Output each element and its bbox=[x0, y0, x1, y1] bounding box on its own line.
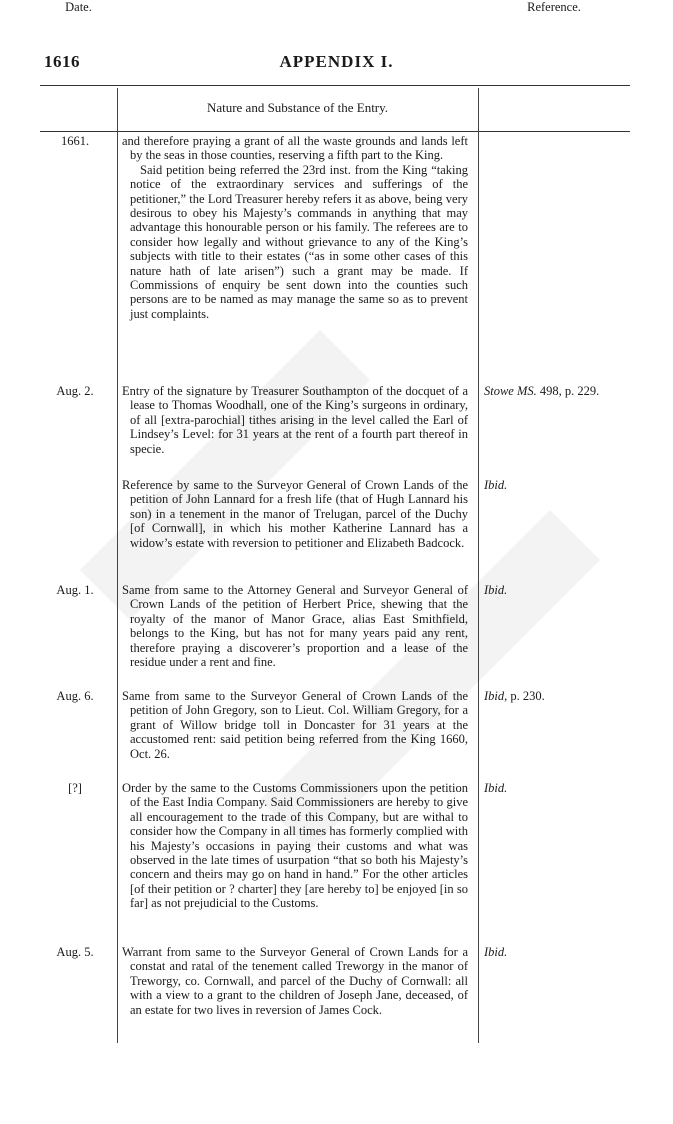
entry-date: [?] bbox=[68, 781, 82, 795]
entry-text bbox=[122, 478, 468, 550]
entry-paragraph: Same from same to the Attorney General and Surveyor General of Crown Lands of the petition of Herbert Price, shewing that the royalty of the manor of Manor Grace, alias East Smithfield, belongs to the King, but has not for many years paid any rent, therefore praying a discoverer’s proportion and a lease of the residue under a rent and fine. bbox=[122, 583, 468, 670]
column-divider-date bbox=[117, 88, 118, 1043]
entry-paragraph: Warrant from same to the Surveyor General of Crown Lands for a constat and ratal of the tenement called Treworgy in the manor of Treworgy, co. Cornwall, and parcel of the Duchy of Cornwall: all with a view to a grant to the children of Joseph Jane, deceased, of an estate for two lives in reversion of James Cock. bbox=[122, 945, 468, 1017]
header-rule bbox=[40, 131, 630, 132]
reference-source: Ibid. bbox=[484, 583, 508, 597]
entry-paragraph: and therefore praying a grant of all the waste grounds and lands left by the seas in those counties, reserving a fifth part to the King. bbox=[122, 134, 468, 163]
entry-text bbox=[122, 689, 468, 761]
entry-text bbox=[122, 134, 468, 321]
page-title: APPENDIX I. bbox=[279, 52, 394, 71]
page-number: 1616 bbox=[44, 52, 80, 71]
entry-text bbox=[122, 781, 468, 911]
entry-date: Aug. 5. bbox=[56, 945, 94, 959]
reference-source: Ibid bbox=[484, 689, 505, 703]
entry-reference bbox=[484, 945, 634, 960]
entry-text bbox=[122, 384, 468, 456]
entry-paragraph: Said petition being referred the 23rd inst. from the King “taking notice of the extraordinary services and sufferings of the petitioner,” the Lord Treasurer hereby refers it as above, being very desirous to obey his Majesty’s commands in anything that may advantage this honourable person or his family. The referees are to consider how legally and without grievance to any of the King’s subjects with title to their estates (“as in some other cases of this nature hath of late arisen”) such a grant may be made. If Commissions of enquiry be sent down into the counties such persons are to be named as may manage the same so as to prevent just complaints. bbox=[130, 162, 468, 321]
entry-text bbox=[122, 945, 468, 1017]
column-header-reference: Reference. bbox=[527, 0, 581, 14]
entry-text bbox=[122, 583, 468, 669]
entry-reference bbox=[484, 689, 634, 704]
top-rule bbox=[40, 85, 630, 86]
reference-source: Ibid. bbox=[484, 478, 508, 492]
entry-date: Aug. 1. bbox=[56, 583, 94, 597]
entry-reference bbox=[484, 583, 634, 598]
entry-date: Aug. 6. bbox=[56, 689, 94, 703]
reference-source: Ibid. bbox=[484, 781, 508, 795]
column-header-date: Date. bbox=[65, 0, 92, 14]
entry-reference bbox=[484, 781, 634, 796]
entry-reference bbox=[484, 384, 634, 399]
column-divider-reference bbox=[478, 88, 479, 1043]
entry-date: 1661. bbox=[60, 134, 90, 148]
entry-paragraph: Same from same to the Surveyor General of Crown Lands of the petition of John Gregory, son to Lieut. Col. William Gregory, for a grant of Willow bridge toll in Doncaster for 31 years at the accustomed rent: said petition being referred from the King 1660, Oct. 26. bbox=[122, 689, 468, 761]
reference-page: 498, p. 229. bbox=[536, 384, 600, 398]
reference-source: Ibid. bbox=[484, 945, 508, 959]
entry-date: Aug. 2. bbox=[56, 384, 94, 398]
entry-paragraph: Order by the same to the Customs Commissioners upon the petition of the East India Company. Said Commissioners are hereby to give all encouragement to the trade of this Company, but are withal to consider how the Company in all times has formerly complied with his Majesty’s occasions in paying their customs and what was observed in the late times of usurpation “that so both his Majesty’s concern and theirs may go on hand in hand.” For the other articles [of their petition or ? charter] they [are hereby to] be enjoyed [in so far] as not prejudicial to the Customs. bbox=[122, 781, 468, 911]
entry-paragraph: Reference by same to the Surveyor General of Crown Lands of the petition of John Lannard for a fresh life (that of Hugh Lannard his son) in a tenement in the manor of Trelugan, parcel of the Duchy [of Cornwall], in which his mother Katherine Lannard has a widow’s estate with reversion to petitioner and Elizabeth Badcock. bbox=[122, 478, 468, 550]
entry-paragraph: Entry of the signature by Treasurer Southampton of the docquet of a lease to Thomas Woodhall, one of the King’s surgeons in ordinary, of all [extra-parochial] tithes arising in the level called the Earl of Lindsey’s Level: for 31 years at the rent of a fourth part thereof in specie. bbox=[122, 384, 468, 456]
entry-reference bbox=[484, 478, 634, 493]
reference-page: , p. 230. bbox=[504, 689, 545, 703]
column-header-nature: Nature and Substance of the Entry. bbox=[206, 100, 389, 115]
reference-source: Stowe MS. bbox=[484, 384, 537, 398]
